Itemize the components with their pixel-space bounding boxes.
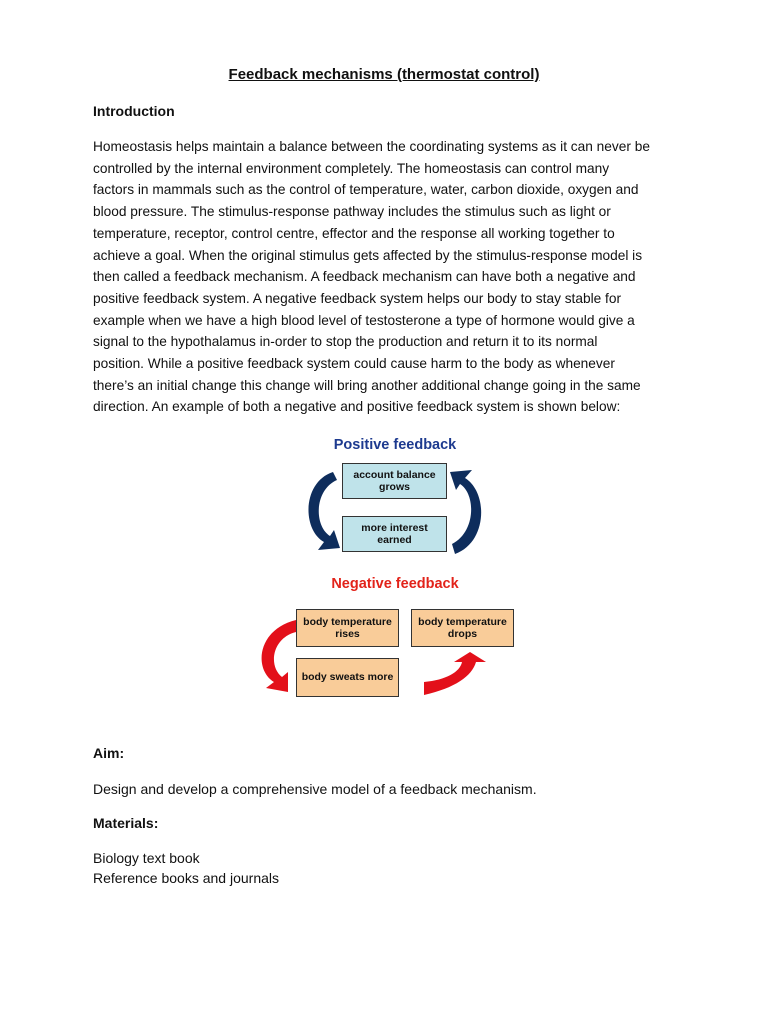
paragraph-line: signal to the hypothalamus in-order to stop the production and return it to its normal bbox=[93, 334, 598, 350]
paragraph-line: blood pressure. The stimulus-response pathway includes the stimulus such as light or bbox=[93, 204, 611, 220]
feedback-diagram bbox=[250, 430, 540, 720]
paragraph-line: example when we have a high blood level of testosterone a type of hormone would give a bbox=[93, 312, 635, 328]
paragraph-line: position. While a positive feedback system could cause harm to the body as whenever bbox=[93, 356, 615, 372]
aim-text: Design and develop a comprehensive model of a feedback mechanism. bbox=[93, 781, 537, 797]
paragraph-line: then called a feedback mechanism. A feedback mechanism can have both a negative and bbox=[93, 269, 636, 285]
aim-heading: Aim: bbox=[93, 745, 125, 761]
temperature-drops-box: body temperature drops bbox=[411, 609, 514, 647]
document-title: Feedback mechanisms (thermostat control) bbox=[228, 66, 540, 83]
positive-feedback-title: Positive feedback bbox=[333, 437, 457, 453]
introduction-heading: Introduction bbox=[93, 103, 175, 119]
paragraph-line: Homeostasis helps maintain a balance between the coordinating systems as it can never be bbox=[93, 139, 650, 154]
curved-arrow-up-icon bbox=[424, 652, 486, 695]
curved-arrow-up-icon bbox=[450, 470, 481, 554]
paragraph-line: there’s an initial change this change will bring another additional change going in the same bbox=[93, 377, 641, 393]
account-balance-box: account balance grows bbox=[342, 463, 447, 499]
more-interest-box: more interest earned bbox=[342, 516, 447, 552]
paragraph-line: direction. An example of both a negative and positive feedback system is shown below: bbox=[93, 399, 621, 415]
paragraph-line: temperature, receptor, control centre, effector and the response all working together to bbox=[93, 225, 615, 241]
paragraph-line: positive feedback system. A negative feedback system helps our body to stay stable for bbox=[93, 290, 622, 306]
curved-arrow-down-icon bbox=[262, 620, 296, 692]
paragraph-line: controlled by the internal environment completely. The homeostasis can control many bbox=[93, 160, 610, 176]
paragraph-line: achieve a goal. When the original stimulus gets affected by the stimulus-response model is bbox=[93, 247, 643, 263]
materials-heading: Materials: bbox=[93, 815, 159, 831]
temperature-rises-box: body temperature rises bbox=[296, 609, 399, 647]
introduction-paragraph bbox=[93, 136, 678, 418]
curved-arrow-down-icon bbox=[308, 472, 340, 550]
body-sweats-box: body sweats more bbox=[296, 658, 399, 697]
negative-feedback-title: Negative feedback bbox=[331, 576, 459, 592]
materials-item: Reference books and journals bbox=[93, 870, 280, 886]
materials-item: Biology text book bbox=[93, 850, 200, 866]
paragraph-line: factors in mammals such as the control of temperature, water, carbon dioxide, oxygen and bbox=[93, 182, 639, 198]
